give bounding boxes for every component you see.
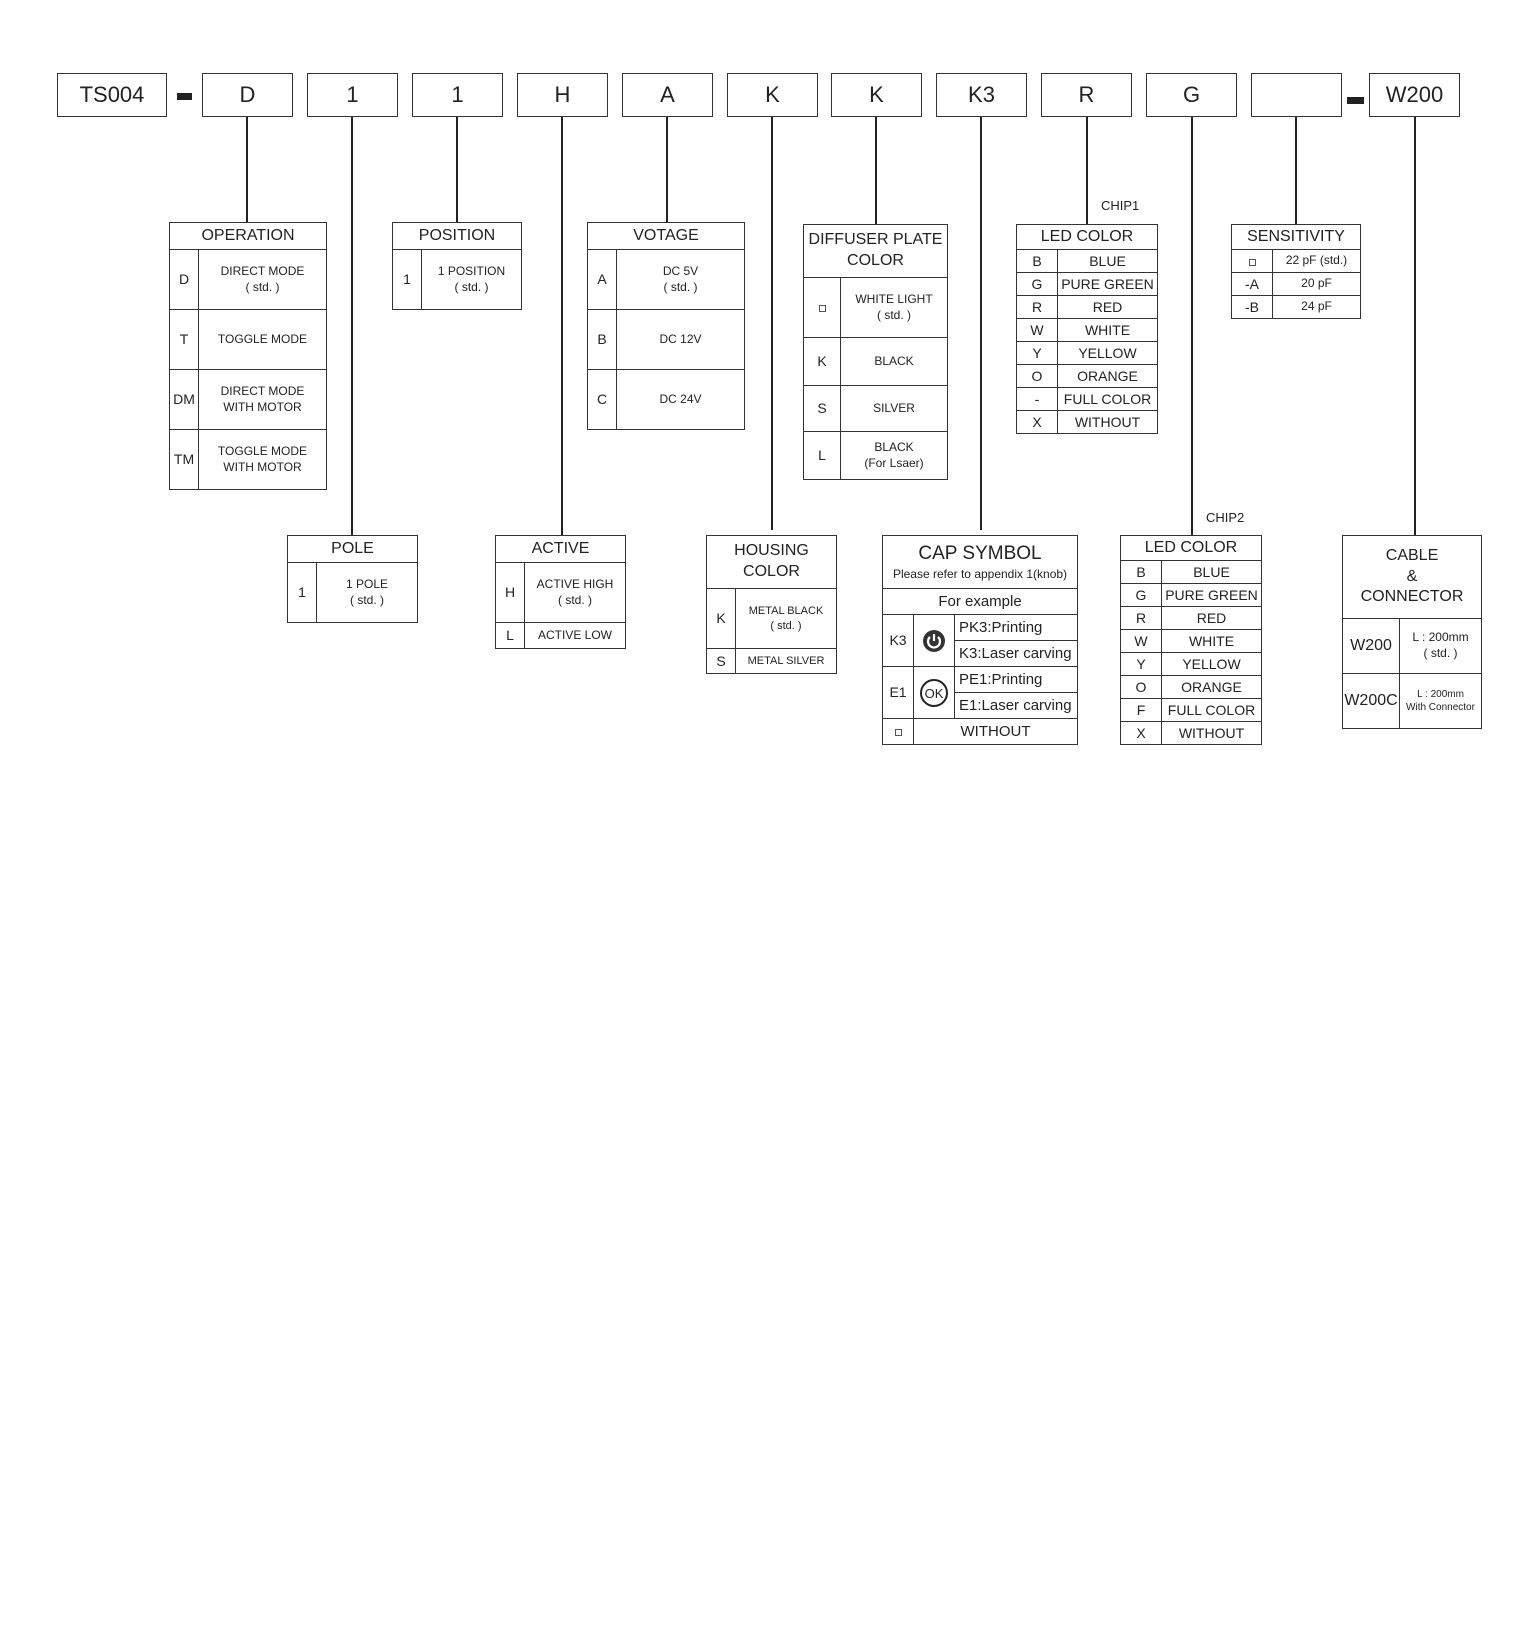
dash-separator	[177, 93, 192, 100]
cable-title-line: CONNECTOR	[1360, 588, 1464, 606]
voltage-desc: DC 24V	[659, 391, 702, 406]
led1-table	[1016, 224, 1158, 434]
diffuser-code	[804, 278, 841, 338]
operation-desc: TOGGLE MODE	[217, 331, 308, 346]
position-desc: ( std. )	[454, 279, 489, 294]
operation-code: DM	[170, 370, 199, 430]
diffuser-desc: WHITE LIGHT	[855, 291, 933, 306]
cap-icon-cell	[914, 667, 955, 719]
led2-code: X	[1121, 722, 1162, 745]
led1-code: B	[1017, 250, 1058, 273]
led1-name: WHITE	[1058, 319, 1158, 342]
ok-icon	[919, 678, 949, 708]
operation-desc: TOGGLE MODE	[217, 443, 308, 458]
operation-code: D	[170, 250, 199, 310]
voltage-code: A	[588, 250, 617, 310]
code-position: 1	[412, 73, 503, 117]
cap-title-cell	[883, 536, 1078, 589]
code-pole: 1	[307, 73, 398, 117]
voltage-desc: DC 12V	[659, 331, 702, 346]
code-housing: K	[727, 73, 818, 117]
led1-code: Y	[1017, 342, 1058, 365]
voltage-table	[587, 222, 745, 430]
led1-title: LED COLOR	[1017, 225, 1158, 250]
led2-name: WHITE	[1162, 630, 1262, 653]
cap-laser: E1:Laser carving	[955, 693, 1078, 719]
housing-desc: METAL BLACK	[748, 605, 824, 618]
led1-name: PURE GREEN	[1058, 273, 1158, 296]
operation-desc: DIRECT MODE	[220, 383, 305, 398]
led2-code: O	[1121, 676, 1162, 699]
cable-desc: L : 200mm	[1417, 689, 1464, 700]
cap-subtitle: Please refer to appendix 1(knob)	[892, 566, 1068, 581]
blank-code-icon	[895, 729, 902, 736]
active-desc: ACTIVE LOW	[537, 627, 612, 642]
led1-code: O	[1017, 365, 1058, 388]
sensitivity-code: -B	[1232, 296, 1273, 319]
operation-desc: ( std. )	[245, 279, 280, 294]
led1-code: G	[1017, 273, 1058, 296]
code-prefix: TS004	[57, 73, 167, 117]
code-diffuser: K	[831, 73, 922, 117]
position-table	[392, 222, 522, 310]
led2-name: WITHOUT	[1162, 722, 1262, 745]
housing-title-line: COLOR	[743, 563, 800, 580]
led2-title: LED COLOR	[1121, 536, 1262, 561]
active-desc: ( std. )	[557, 592, 592, 607]
operation-desc: WITH MOTOR	[223, 399, 302, 414]
cable-desc: With Connector	[1406, 702, 1475, 713]
pole-table	[287, 535, 418, 623]
led2-name: ORANGE	[1162, 676, 1262, 699]
operation-code: T	[170, 310, 199, 370]
led2-code: W	[1121, 630, 1162, 653]
code-cap: K3	[936, 73, 1027, 117]
operation-table	[169, 222, 327, 490]
sensitivity-title: SENSITIVITY	[1232, 225, 1361, 250]
led2-name: RED	[1162, 607, 1262, 630]
code-operation: D	[202, 73, 293, 117]
position-desc: 1 POSITION	[437, 263, 506, 278]
sensitivity-code: -A	[1232, 273, 1273, 296]
cap-title: CAP SYMBOL	[918, 542, 1042, 564]
position-code: 1	[393, 250, 422, 310]
led2-name: YELLOW	[1162, 653, 1262, 676]
led2-code: R	[1121, 607, 1162, 630]
diffuser-code: S	[804, 386, 841, 432]
led2-name: FULL COLOR	[1162, 699, 1262, 722]
sensitivity-value: 22 pF (std.)	[1273, 250, 1361, 273]
diffuser-title-line: COLOR	[847, 252, 904, 269]
cable-desc: L : 200mm	[1412, 630, 1469, 645]
housing-desc: ( std. )	[770, 619, 802, 632]
code-chip2: G	[1146, 73, 1237, 117]
housing-code: K	[707, 589, 736, 649]
operation-code: TM	[170, 430, 199, 490]
led2-name: PURE GREEN	[1162, 584, 1262, 607]
cap-code	[883, 719, 914, 745]
cable-title-line: &	[1406, 567, 1418, 585]
active-title: ACTIVE	[496, 536, 626, 563]
sensitivity-table	[1231, 224, 1361, 319]
diffuser-code: K	[804, 338, 841, 386]
housing-code: S	[707, 649, 736, 674]
cap-laser: K3:Laser carving	[955, 641, 1078, 667]
led2-code: Y	[1121, 653, 1162, 676]
blank-code-icon	[1249, 259, 1256, 266]
operation-desc: WITH MOTOR	[223, 459, 302, 474]
voltage-code: B	[588, 310, 617, 370]
diffuser-desc: BLACK	[874, 439, 914, 454]
led2-code: G	[1121, 584, 1162, 607]
diffuser-desc: (For Lsaer)	[864, 455, 924, 470]
led1-code: R	[1017, 296, 1058, 319]
dash-separator	[1347, 97, 1364, 104]
code-active: H	[517, 73, 608, 117]
led1-name: WITHOUT	[1058, 411, 1158, 434]
cable-code: W200	[1343, 619, 1400, 674]
cap-code: E1	[883, 667, 914, 719]
housing-desc: METAL SILVER	[747, 654, 825, 667]
cable-title	[1343, 536, 1482, 619]
led1-name: BLUE	[1058, 250, 1158, 273]
cap-printing: PK3:Printing	[955, 615, 1078, 641]
housing-title-line: HOUSING	[734, 542, 809, 560]
led1-code: W	[1017, 319, 1058, 342]
voltage-code: C	[588, 370, 617, 430]
led1-code: X	[1017, 411, 1058, 434]
led2-table	[1120, 535, 1262, 745]
ok-icon-text: OK	[924, 685, 944, 701]
cable-table	[1342, 535, 1482, 729]
diffuser-code: L	[804, 432, 841, 480]
diffuser-desc: BLACK	[874, 353, 914, 368]
voltage-desc: DC 5V	[662, 263, 699, 278]
diffuser-table	[803, 224, 948, 480]
operation-title: OPERATION	[170, 223, 327, 250]
pole-code: 1	[288, 563, 317, 623]
code-sensitivity	[1251, 73, 1342, 117]
led2-code: F	[1121, 699, 1162, 722]
position-title: POSITION	[393, 223, 522, 250]
cap-icon-cell	[914, 615, 955, 667]
diffuser-desc: ( std. )	[876, 307, 911, 322]
cable-code: W200C	[1343, 674, 1400, 729]
diffuser-desc: SILVER	[873, 400, 915, 415]
code-chip1: R	[1041, 73, 1132, 117]
led1-code: -	[1017, 388, 1058, 411]
active-code: L	[496, 623, 525, 649]
chip2-label: CHIP2	[1206, 510, 1245, 525]
led1-name: FULL COLOR	[1058, 388, 1158, 411]
diffuser-title-line: DIFFUSER PLATE	[808, 231, 943, 249]
cable-desc: ( std. )	[1423, 646, 1458, 660]
led2-code: B	[1121, 561, 1162, 584]
cap-code: K3	[883, 615, 914, 667]
diffuser-title	[804, 225, 948, 278]
led2-name: BLUE	[1162, 561, 1262, 584]
voltage-desc: ( std. )	[663, 279, 698, 294]
cap-example: For example	[883, 589, 1078, 615]
active-code: H	[496, 563, 525, 623]
voltage-title: VOTAGE	[588, 223, 745, 250]
blank-code-icon	[819, 305, 826, 312]
active-table	[495, 535, 626, 649]
operation-desc: DIRECT MODE	[220, 263, 305, 278]
sensitivity-value: 20 pF	[1273, 273, 1361, 296]
code-cable: W200	[1369, 73, 1460, 117]
led1-name: RED	[1058, 296, 1158, 319]
housing-table	[706, 535, 837, 674]
pole-desc: ( std. )	[349, 592, 384, 607]
active-desc: ACTIVE HIGH	[536, 576, 614, 591]
sensitivity-code	[1232, 250, 1273, 273]
pole-title: POLE	[288, 536, 418, 563]
chip1-label: CHIP1	[1101, 198, 1140, 213]
cap-without: WITHOUT	[914, 719, 1078, 745]
cable-title-line: CABLE	[1385, 546, 1439, 564]
cap-printing: PE1:Printing	[955, 667, 1078, 693]
led1-name: ORANGE	[1058, 365, 1158, 388]
power-icon	[921, 628, 947, 654]
sensitivity-value: 24 pF	[1273, 296, 1361, 319]
cap-table	[882, 535, 1078, 745]
led1-name: YELLOW	[1058, 342, 1158, 365]
code-voltage: A	[622, 73, 713, 117]
pole-desc: 1 POLE	[345, 576, 389, 591]
housing-title	[707, 536, 837, 589]
